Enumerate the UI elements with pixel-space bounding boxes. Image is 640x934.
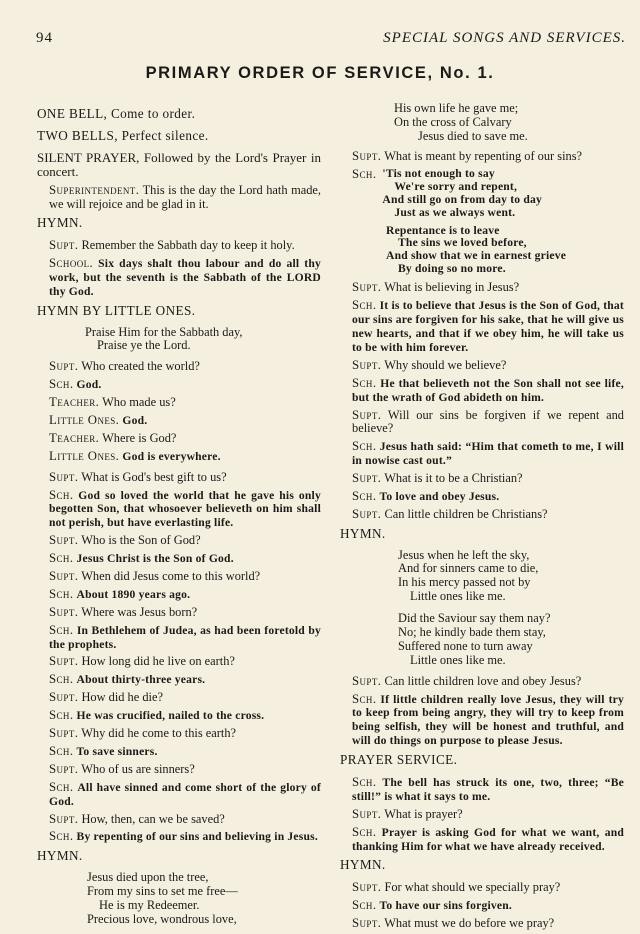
hymn-little-ones-heading: HYMN BY LITTLE ONES. bbox=[37, 302, 196, 318]
speaker-label: Sch. bbox=[49, 377, 74, 392]
speaker-label: Sch. bbox=[352, 439, 377, 454]
line-text: Where is God? bbox=[102, 430, 177, 445]
line-text: How long did he live on earth? bbox=[81, 654, 235, 669]
speaker-label: Little Ones. bbox=[49, 413, 120, 428]
running-title: SPECIAL SONGS AND SERVICES. bbox=[383, 30, 626, 46]
verse-line: On the cross of Calvary bbox=[394, 114, 512, 129]
sch-verse-answer bbox=[340, 167, 624, 219]
silent-prayer-heading: SILENT PRAYER, bbox=[37, 149, 140, 165]
line-text: What is God's best gift to us? bbox=[81, 469, 227, 484]
speaker-label: Supt. bbox=[49, 761, 79, 776]
speaker-label: Sch. bbox=[49, 487, 74, 502]
page-number: 94 bbox=[36, 30, 53, 46]
verse-line: His own life he gave me; bbox=[394, 101, 519, 115]
speaker-label: Supt. bbox=[352, 880, 382, 895]
line-text: Who is the Son of God? bbox=[81, 533, 201, 548]
verse-line: By doing so no more. bbox=[398, 262, 506, 276]
speaker-label: Sch. bbox=[49, 672, 74, 687]
sch-line bbox=[340, 376, 624, 405]
line-text: Who made us? bbox=[102, 395, 176, 410]
line-text: To save sinners. bbox=[76, 744, 158, 758]
sch-line bbox=[340, 898, 624, 913]
sch-line bbox=[37, 587, 321, 602]
line-text: What must we do before we pray? bbox=[384, 915, 555, 930]
verse-line: Jesus died to save me. bbox=[418, 128, 528, 143]
speaker-label: Sch. bbox=[49, 622, 74, 637]
speaker-label: Sch. bbox=[352, 774, 377, 789]
verse bbox=[382, 167, 542, 219]
verse-line: And show that we in earnest grieve bbox=[386, 249, 567, 263]
speaker-label: Sch. bbox=[352, 824, 377, 839]
line-text: God is everywhere. bbox=[122, 449, 221, 463]
verse-line: 'Tis not enough to say bbox=[382, 166, 495, 180]
hymn-heading: HYMN. bbox=[340, 857, 386, 873]
supt-line bbox=[340, 807, 624, 822]
verse-line: Praise Him for the Sabbath day, bbox=[85, 324, 243, 339]
sch-line bbox=[37, 488, 321, 531]
prayer-service-heading: PRAYER SERVICE. bbox=[340, 752, 458, 768]
sch-line bbox=[37, 551, 321, 566]
speaker-label: Little Ones. bbox=[49, 448, 120, 463]
speaker-label: Teacher. bbox=[49, 430, 100, 445]
sch-line bbox=[340, 825, 624, 854]
verse-line: The sins we loved before, bbox=[398, 236, 527, 250]
verse-line: Precious love, wondrous love, bbox=[87, 911, 237, 926]
supt-line bbox=[340, 280, 624, 295]
speaker-label: Sch. bbox=[49, 586, 74, 601]
verse-line: Repentance is to leave bbox=[386, 223, 500, 237]
speaker-label: Supt. bbox=[49, 359, 79, 374]
hymn-heading: HYMN. bbox=[37, 848, 83, 864]
verse-line: Did the Saviour say them nay? bbox=[398, 611, 551, 626]
line-text: Prayer is asking God for what we want, and thanking Him for what we have already received. bbox=[352, 825, 624, 853]
supt-line bbox=[340, 507, 624, 522]
line-text: What is believing in Jesus? bbox=[384, 280, 520, 295]
line-text: Why did he come to this earth? bbox=[81, 726, 237, 741]
sch-line bbox=[340, 489, 624, 504]
line-text: God. bbox=[122, 414, 148, 428]
line-text: How did he die? bbox=[81, 690, 163, 705]
line-text: What is prayer? bbox=[384, 806, 463, 821]
line-text: To love and obey Jesus. bbox=[379, 490, 500, 504]
line-text: God. bbox=[76, 378, 102, 392]
little-ones-line bbox=[37, 413, 321, 428]
speaker-label: Supt. bbox=[352, 915, 382, 930]
verse-line: Little ones like me. bbox=[410, 652, 506, 667]
sch-line bbox=[37, 377, 321, 392]
supt-line bbox=[340, 408, 624, 437]
speaker-label: Supt. bbox=[352, 506, 382, 521]
line-text: Can little children love and obey Jesus? bbox=[384, 673, 582, 688]
speaker-label: Supt. bbox=[352, 471, 382, 486]
speaker-label: Sch. bbox=[49, 551, 74, 566]
sch-line bbox=[340, 298, 624, 355]
line-text: When did Jesus come to this world? bbox=[81, 569, 261, 584]
sch-line bbox=[37, 708, 321, 723]
verse-line: In his mercy passed not by bbox=[398, 575, 531, 590]
sch-line bbox=[37, 780, 321, 809]
speaker-label: Sch. bbox=[49, 708, 74, 723]
line-text: Jesus hath said: “Him that cometh to me, I will in nowise cast out.” bbox=[352, 440, 624, 468]
line-text: Jesus Christ is the Son of God. bbox=[76, 552, 234, 566]
speaker-label: Sch. bbox=[352, 691, 377, 706]
line-text: How, then, can we be saved? bbox=[81, 811, 225, 826]
line-text: If little children really love Jesus, they will try to keep from being angry, they will try to keep from being selfish, they will be honest and truthful, and will do things on purpose to please Jesus. bbox=[352, 692, 624, 748]
speaker-label: Supt. bbox=[352, 357, 382, 372]
line-text: Why should we believe? bbox=[384, 357, 507, 372]
supt-line bbox=[37, 812, 321, 827]
line-text: Will our sins be forgiven if we repent and believe? bbox=[352, 407, 625, 436]
speaker-label: Supt. bbox=[49, 533, 79, 548]
line-text: This is the day the Lord hath made, we will rejoice and be glad in it. bbox=[49, 182, 321, 211]
line-text: Can little children be Christians? bbox=[384, 506, 548, 521]
right-column bbox=[340, 102, 624, 934]
speaker-label: Supt. bbox=[49, 811, 79, 826]
line-text: The bell has struck its one, two, three; “Be still!” is what it says to me. bbox=[352, 775, 624, 803]
verse-line: Jesus when he left the sky, bbox=[398, 547, 530, 562]
supt-line bbox=[340, 916, 624, 931]
speaker-label: Supt. bbox=[49, 238, 79, 253]
verse-line: He is my Redeemer. bbox=[99, 897, 200, 912]
verse-line: Little ones like me. bbox=[410, 589, 506, 604]
supt-line bbox=[37, 690, 321, 705]
supt-line bbox=[37, 605, 321, 620]
verse-line: And still go on from day to day bbox=[382, 192, 543, 206]
speaker-label: Supt. bbox=[49, 469, 79, 484]
speaker-label: Sch. bbox=[49, 779, 74, 794]
page-title: PRIMARY ORDER OF SERVICE, No. 1. bbox=[145, 64, 495, 82]
speaker-label: Supt. bbox=[49, 654, 79, 669]
speaker-label: Teacher. bbox=[49, 395, 100, 410]
supt-line bbox=[340, 149, 624, 164]
speaker-label: Supt. bbox=[49, 604, 79, 619]
supt-line bbox=[340, 358, 624, 373]
line-text: He was crucified, nailed to the cross. bbox=[76, 709, 265, 723]
line-text: About thirty-three years. bbox=[76, 673, 206, 687]
school-line bbox=[37, 256, 321, 299]
one-bell-line: ONE BELL, Come to order. bbox=[37, 106, 196, 121]
verse-line: Jesus died upon the tree, bbox=[87, 870, 209, 885]
verse-line: And for sinners came to die, bbox=[398, 561, 539, 576]
speaker-label: Supt. bbox=[49, 690, 79, 705]
left-column bbox=[37, 102, 321, 932]
verse bbox=[340, 224, 624, 276]
sch-line bbox=[37, 744, 321, 759]
supt-line bbox=[37, 762, 321, 777]
two-bells-line: TWO BELLS, Perfect silence. bbox=[37, 127, 209, 143]
verse-line: We're sorry and repent, bbox=[394, 179, 518, 193]
supt-line bbox=[37, 359, 321, 374]
line-text: Remember the Sabbath day to keep it holy. bbox=[81, 238, 295, 253]
line-text: What is meant by repenting of our sins? bbox=[384, 148, 583, 163]
speaker-label: Supt. bbox=[352, 673, 382, 688]
teacher-line bbox=[37, 431, 321, 446]
line-text: It is to believe that Jesus is the Son of God, that our sins are forgiven for his sake, that he will give us new hearts, and that if we obey him, he will take us to be with him forever. bbox=[352, 299, 624, 354]
teacher-line bbox=[37, 395, 321, 410]
speaker-label: Sch. bbox=[352, 375, 377, 390]
sch-line bbox=[340, 692, 624, 749]
line-text: Six days shalt thou labour and do all thy work, but the seventh is the Sabbath of the LORD thy God. bbox=[49, 257, 321, 298]
line-text: Who created the world? bbox=[81, 359, 200, 374]
line-text: God so loved the world that he gave his only begotten Son, that whosoever believeth on him shall not perish, but have everlasting life. bbox=[49, 488, 321, 530]
verse-line: From my sins to set me free— bbox=[87, 883, 238, 898]
sch-line bbox=[37, 672, 321, 687]
line-text: All have sinned and come short of the glory of God. bbox=[49, 780, 321, 808]
verse bbox=[340, 102, 624, 144]
line-text: In Bethlehem of Judea, as had been foretold by the prophets. bbox=[49, 623, 321, 651]
verse bbox=[340, 549, 624, 605]
supt-line bbox=[37, 654, 321, 669]
little-ones-line bbox=[37, 449, 321, 464]
verse-line: No; he kindly bade them stay, bbox=[398, 625, 546, 640]
sch-line bbox=[37, 623, 321, 652]
line-text: About 1890 years ago. bbox=[76, 587, 191, 601]
supt-line bbox=[340, 471, 624, 486]
speaker-label: Sch. bbox=[352, 489, 377, 504]
speaker-label: Supt. bbox=[352, 407, 382, 422]
line-text: To have our sins forgiven. bbox=[379, 899, 512, 913]
speaker-label: Superintendent. bbox=[49, 182, 140, 197]
verse-line: Praise ye the Lord. bbox=[97, 338, 191, 353]
verse bbox=[37, 871, 321, 927]
speaker-label: Supt. bbox=[352, 148, 382, 163]
verse-line: Just as we always went. bbox=[394, 205, 516, 219]
verse bbox=[37, 326, 321, 354]
supt-line bbox=[37, 470, 321, 485]
speaker-label: Supt. bbox=[352, 280, 382, 295]
speaker-label: Sch. bbox=[49, 743, 74, 758]
line-text: For what should we specially pray? bbox=[384, 880, 561, 895]
hymn-heading: HYMN. bbox=[340, 525, 386, 541]
speaker-label: School. bbox=[49, 256, 94, 271]
speaker-label: Supt. bbox=[49, 726, 79, 741]
line-text: Who of us are sinners? bbox=[81, 761, 195, 776]
speaker-label: Sch. bbox=[352, 898, 377, 913]
speaker-label: Supt. bbox=[49, 569, 79, 584]
line-text: He that believeth not the Son shall not see life, but the wrath of God abideth on him. bbox=[352, 376, 624, 404]
speaker-label: Sch. bbox=[49, 829, 74, 844]
silent-prayer bbox=[37, 151, 321, 180]
superintendent-line bbox=[37, 183, 321, 212]
supt-line bbox=[37, 533, 321, 548]
supt-line bbox=[37, 726, 321, 741]
line-text: What is it to be a Christian? bbox=[384, 471, 523, 486]
supt-line bbox=[37, 238, 321, 253]
line-text: Where was Jesus born? bbox=[81, 604, 198, 619]
silent-prayer-text: Followed by the Lord's Prayer in concert. bbox=[37, 149, 321, 180]
supt-line bbox=[340, 880, 624, 895]
speaker-label: Sch. bbox=[352, 298, 377, 313]
speaker-label: Supt. bbox=[352, 806, 382, 821]
verse bbox=[340, 612, 624, 668]
sch-line bbox=[340, 775, 624, 804]
verse-line: Suffered none to turn away bbox=[398, 638, 533, 653]
sch-line bbox=[37, 829, 321, 844]
hymn-heading: HYMN. bbox=[37, 215, 83, 231]
supt-line bbox=[37, 569, 321, 584]
speaker-label: Sch. bbox=[352, 166, 377, 181]
line-text: By repenting of our sins and believing in Jesus. bbox=[76, 830, 318, 844]
sch-line bbox=[340, 439, 624, 468]
supt-line bbox=[340, 674, 624, 689]
